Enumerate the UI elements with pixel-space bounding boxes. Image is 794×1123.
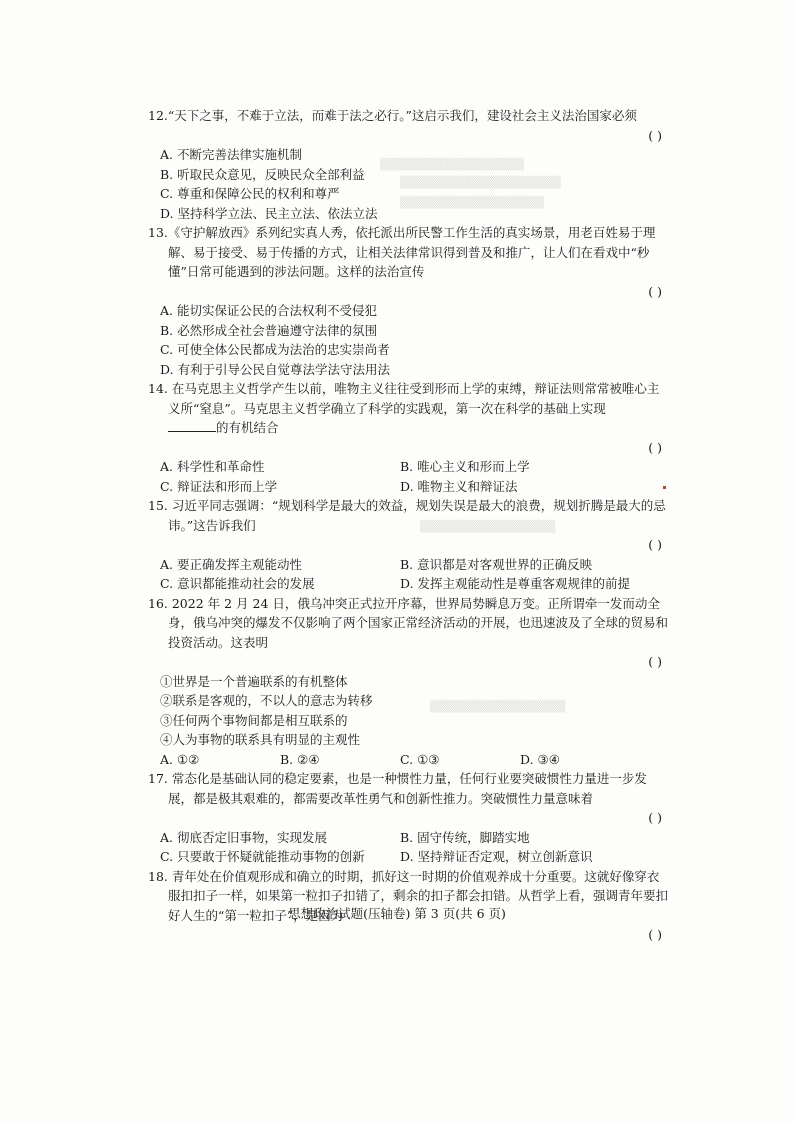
option-d: D. 有利于引导公民自觉尊法学法守法用法 [160,361,391,377]
option-c: C. 尊重和保障公民的权利和尊严 [160,186,340,201]
question-stem: 15. 习近平同志强调：“规划科学是最大的效益，规划失误是最大的浪费，规划折腾是最大的忌讳。”这告诉我们 [148,498,666,533]
question-stem: 12.“天下之事，不难于立法，而难于法之必行。”这启示我们，建设社会主义法治国家必须 [148,108,637,123]
question-stem: 13.《守护解放西》系列纪实真人秀，依托派出所民警工作生活的真实场景，用老百姓易于理解、易于接受、易于传播的方式，让相关法律常识得到普及和推广，让人们在看戏中“秒懂”日常可能遇到的涉法问题。这样的法治宣传 [148,225,656,279]
bleed-through-text: ▒▒▒▒▒▒▒▒▒▒▒▒▒▒▒▒▒ [400,196,544,209]
question-16 [148,594,668,770]
question-stem [148,379,668,438]
option-row [148,750,668,770]
option-d: D. 坚持辩证否定观，树立创新意识 [400,849,593,864]
option-a: A. 要正确发挥主观能动性 [160,556,302,572]
question-stem: 16. 2022 年 2 月 24 日，俄乌冲突正式拉开序幕，世界局势瞬息万变。正所谓牵一发而动全身，俄乌冲突的爆发不仅影响了两个国家正常经济活动的开展，也迅速波及了全球的贸易和投资活动。这表明 [148,595,669,650]
option-d: D. 坚持科学立法、民主立法、依法立法 [160,205,378,221]
option-d: D. 发挥主观能动性是尊重客观规律的前提 [400,576,631,591]
option-row [148,477,668,497]
stem-text-end: 的有机结合 [216,420,279,435]
option-c: C. ①③ [400,751,440,767]
option-row [148,457,668,477]
bleed-through-text: ▒▒▒▒▒▒▒▒▒▒▒▒▒▒▒▒▒ [380,158,524,171]
answer-paren: ( ) [648,283,662,299]
option-row [148,828,668,848]
option-a: A. 能切实保证公民的合法权利不受侵犯 [160,303,377,318]
answer-paren: ( ) [648,127,662,143]
question-12 [148,106,668,223]
bleed-through-text: ▒▒▒▒▒▒▒▒▒▒▒▒▒▒▒▒▒▒▒ [400,176,561,189]
question-17 [148,769,668,867]
answer-paren: ( ) [648,439,662,455]
page-footer: 思想政治试题(压轴卷) 第 3 页(共 6 页) [288,906,506,921]
question-stem: 17. 常态化是基础认同的稳定要素，也是一种惯性力量，任何行业要突破惯性力量进一步发展，都是极其艰难的，都需要改革性勇气和创新性推力。突破惯性力量意味着 [148,771,647,806]
fill-blank [168,419,216,432]
option-b: B. 唯心主义和形而上学 [400,459,530,474]
option-a: A. 科学性和革命性 [160,459,265,474]
option-c: C. 意识都能推动社会的发展 [160,576,315,591]
statement-3: ③任何两个事物间都是相互联系的 [160,712,348,728]
answer-paren: ( ) [648,927,662,942]
option-a: A. 彻底否定旧事物，实现发展 [160,829,327,845]
question-stem: 18. 青年处在价值观形成和确立的时期，抓好这一时期的价值观养成十分重要。这就好像穿衣服扣扣子一样，如果第一粒扣子扣错了，剩余的扣子都会扣错。从哲学上看，强调青年要扣好人生的“第一粒扣子”，是因为 [148,868,669,923]
option-b: B. 必然形成全社会普遍遵守法律的氛围 [160,322,378,338]
answer-paren: ( ) [648,537,662,552]
option-c: C. 只要敢于怀疑就能推动事物的创新 [160,849,365,864]
option-b: B. 意识都是对客观世界的正确反映 [400,556,593,572]
option-a: A. ①② [160,751,200,767]
option-row [148,574,668,594]
bleed-through-text: ▒▒▒▒▒▒▒▒▒▒▒▒▒▒▒▒ [420,520,556,533]
question-13 [148,223,668,379]
stem-text: 14. 在马克思主义哲学产生以前，唯物主义往往受到形而上学的束缚，辩证法则常常被唯心主义所“窒息”。马克思主义哲学确立了科学的实践观，第一次在科学的基础上实现 [148,381,660,416]
question-list [148,106,668,945]
option-b: B. 固守传统，脚踏实地 [400,829,530,845]
option-d: D. 唯物主义和辩证法 [400,478,518,494]
option-b: B. 听取民众意见，反映民众全部利益 [160,166,365,182]
option-c: C. 可使全体公民都成为法治的忠实崇尚者 [160,342,390,357]
question-14 [148,379,668,496]
option-c: C. 辩证法和形而上学 [160,478,278,494]
option-row [148,555,668,575]
question-15 [148,496,668,594]
bleed-through-text: ▒▒▒▒▒▒▒▒▒▒▒▒▒▒▒▒ [430,700,566,713]
option-d: D. ③④ [520,751,560,767]
option-b: B. ②④ [280,751,320,767]
option-a: A. 不断完善法律实施机制 [160,147,302,162]
answer-paren: ( ) [648,654,662,669]
statement-2: ②联系是客观的，不以人的意志为转移 [160,693,373,708]
statement-4: ④人为事物的联系具有明显的主观性 [160,732,361,747]
answer-paren: ( ) [648,810,662,825]
statement-1: ①世界是一个普遍联系的有机整体 [160,673,348,689]
option-row [148,847,668,867]
